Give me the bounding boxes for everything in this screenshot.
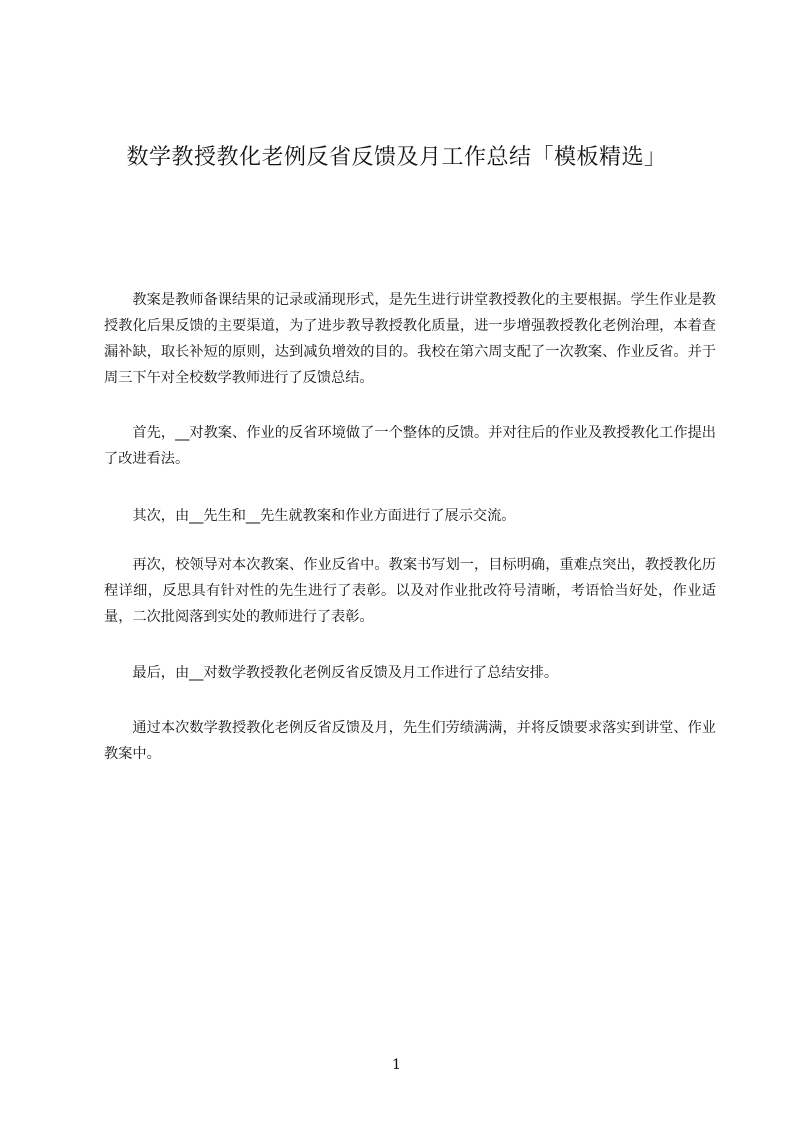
paragraph-conclusion: 通过本次数学教授教化老例反省反馈及月，先生们劳绩满满，并将反馈要求落实到讲堂、作业教案中。 [104,720,716,762]
paragraph-third: 再次，校领导对本次教案、作业反省中。教案书写划一，目标明确，重难点突出，教授教化历程详细，反思具有针对性的先生进行了表彰。以及对作业批改符号清晰，考语恰当好处，作业适量，二次批阅落到实处的教师进行了表彰。 [104,557,716,625]
document-title: 数学教授教化老例反省反馈及月工作总结「模板精选」 [126,145,667,170]
paragraph-second: 其次，由__先生和__先生就教案和作业方面进行了展示交流。 [132,508,516,524]
paragraph-intro: 教案是教师备课结果的记录或涌现形式，是先生进行讲堂教授教化的主要根据。学生作业是教授教化后果反馈的主要渠道，为了进步教导教授教化质量，进一步增强教授教化老例治理，本着查漏补缺，取长补短的原则，达到减负增效的目的。我校在第六周支配了一次教案、作业反省。并于周三下午对全校数学教师进行了反馈总结。 [104,292,716,386]
paragraph-first: 首先，__对教案、作业的反省环境做了一个整体的反馈。并对往后的作业及教授教化工作提出了改进看法。 [104,425,716,467]
page-number: 1 [392,1057,401,1073]
paragraph-last: 最后，由__对数学教授教化老例反省反馈及月工作进行了总结安排。 [132,665,559,681]
